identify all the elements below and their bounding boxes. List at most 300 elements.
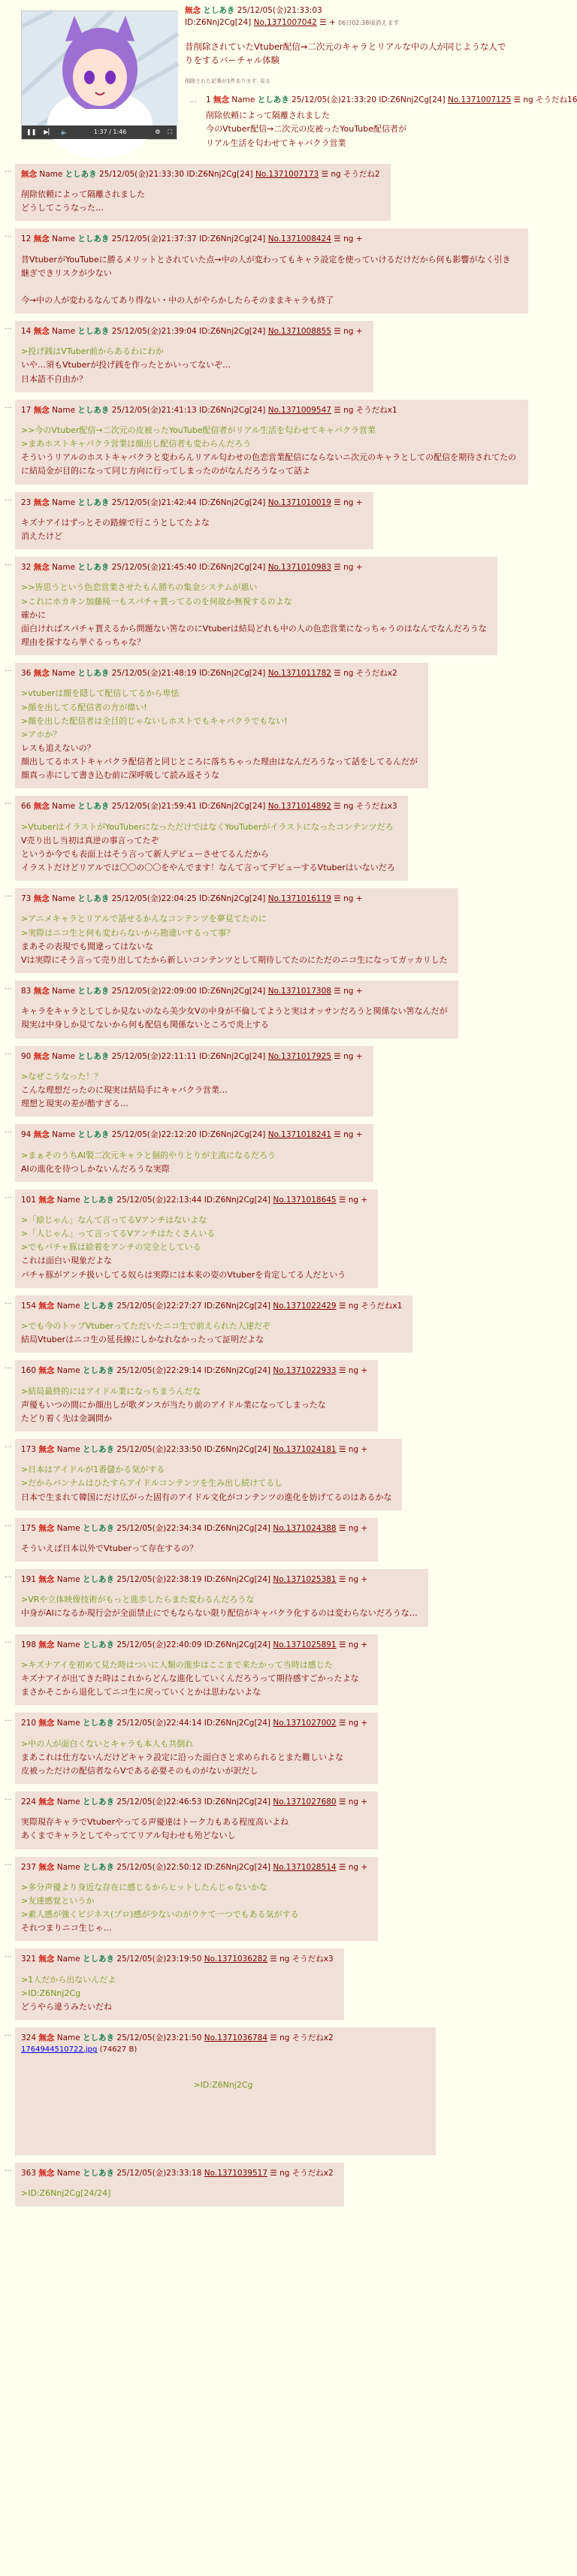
reply-row: [0, 1853, 528, 1946]
ng-button[interactable]: ng: [523, 95, 533, 104]
menu-icon[interactable]: ☰: [338, 1523, 346, 1533]
menu-icon[interactable]: ☰: [321, 169, 328, 179]
reply-indent-marker: …: [189, 96, 197, 104]
reply-no[interactable]: No.1371016119: [267, 894, 331, 904]
reply-subject: 無念: [33, 563, 50, 573]
quote-line: >VRや立体映像技術がもっと進歩したらまた変わるんだろうな: [21, 1595, 255, 1605]
reply-no[interactable]: No.1371018241: [267, 1130, 331, 1140]
reply-row: [0, 977, 528, 1042]
reply-row: [0, 1292, 528, 1357]
op-video-thumbnail[interactable]: [21, 11, 177, 140]
reply-body: [21, 424, 518, 479]
reply-number: 23: [21, 497, 32, 507]
reply-header: [21, 233, 518, 245]
reply-body: [21, 1737, 367, 1778]
reply-header: [21, 1796, 367, 1808]
reply-row: [0, 1945, 528, 2024]
body-line: 消えたけど: [21, 531, 62, 541]
reply-no[interactable]: No.1371024181: [273, 1444, 337, 1454]
reply-row: [0, 553, 528, 659]
plus-button[interactable]: +: [355, 987, 363, 996]
reply-number: 36: [21, 669, 32, 679]
reply-no[interactable]: No.1371008424: [267, 234, 331, 244]
video-controls[interactable]: [22, 125, 177, 139]
ng-button[interactable]: ng: [348, 1575, 359, 1585]
reply-subject: 無念: [38, 2169, 55, 2178]
reply-datetime: 25/12/05(金)22:09:00: [111, 987, 197, 996]
reply-number: 321: [21, 1955, 37, 1964]
reply-id[interactable]: ID:Z6Nnj2Cg[24]: [204, 1797, 271, 1807]
volume-icon[interactable]: 🔈: [60, 128, 68, 135]
reply-body: [21, 687, 418, 782]
menu-icon[interactable]: ☰: [334, 669, 341, 679]
body-line: まあこれは仕方ないんだけどキャラ設定に沿った面白さと求められるとまた難しいよな: [21, 1752, 343, 1762]
reply-id[interactable]: ID:Z6Nnj2Cg[24]: [204, 1195, 271, 1205]
quote-line: >友達感覚というか: [21, 1895, 95, 1906]
menu-icon[interactable]: ☰: [270, 1955, 277, 1964]
body-line: いや…須もVtuberが投げ銭を作ったとかいってないぞ…: [21, 360, 231, 370]
reply-no[interactable]: No.1371011782: [267, 669, 331, 679]
reply-id[interactable]: ID:Z6Nnj2Cg[24]: [204, 1444, 271, 1454]
reply-header: [21, 667, 418, 679]
reply-no[interactable]: No.1371028514: [273, 1862, 337, 1872]
ng-button[interactable]: ng: [348, 1523, 359, 1533]
reply-id[interactable]: ID:Z6Nnj2Cg[24]: [199, 987, 266, 996]
reply-no[interactable]: No.1371009547: [267, 405, 331, 415]
menu-icon[interactable]: ☰: [338, 1862, 346, 1872]
reply-post: [15, 400, 528, 485]
reply-post: [15, 1360, 378, 1432]
reply-number: 101: [21, 1195, 37, 1205]
reply-post: [15, 1634, 378, 1706]
body-line: キャラをキャラとしてしか見ないのなら美少女Vの中身が不倫してようと実はオッサンだろうと関係ない筈なんだが: [21, 1006, 448, 1017]
reply-row: [0, 1435, 528, 1514]
menu-icon[interactable]: ☰: [270, 2033, 277, 2043]
plus-button[interactable]: +: [361, 1366, 368, 1376]
reply-row: [0, 1631, 528, 1710]
reply-post: [15, 2163, 344, 2206]
body-line: どうやら違うみたいだね: [21, 2001, 112, 2012]
fullscreen-icon[interactable]: ⛶: [168, 128, 172, 135]
ng-button[interactable]: ng: [348, 1640, 359, 1649]
plus-button[interactable]: +: [355, 1051, 363, 1061]
ng-button[interactable]: ng: [348, 1862, 359, 1872]
plus-button[interactable]: +: [361, 1523, 368, 1533]
op-name: としあき: [203, 6, 235, 15]
reply-post: [15, 1791, 378, 1849]
reply-subject: 無念: [213, 95, 230, 104]
reply-number: 90: [21, 1051, 32, 1061]
reply-header: [21, 168, 380, 180]
reply-body: [21, 1593, 418, 1620]
op-body-line: 昔削除されていたVtuber配信→二次元のキャラとリアルな中の人が同じような人で: [185, 41, 506, 52]
menu-icon[interactable]: ☰: [338, 1444, 346, 1454]
reply-name-label: Name: [39, 169, 63, 179]
body-line: レスも追えないの？: [21, 742, 95, 753]
plus-button[interactable]: +: [361, 1862, 368, 1872]
menu-icon[interactable]: ☰: [334, 894, 341, 904]
quote-line: >でも今のトップVtuberってただいたニコ生で前えられた人達だぞ: [21, 1321, 270, 1332]
reply-no[interactable]: No.1371036282: [204, 1955, 268, 1964]
quote-line: >1人だから出ないんだよ: [21, 1974, 116, 1985]
reply-no[interactable]: No.1371024388: [273, 1523, 337, 1533]
reply-id[interactable]: ID:Z6Nnj2Cg[24]: [204, 1301, 271, 1311]
op-body-line: りをするバーチャル体験: [185, 54, 280, 65]
reply-id[interactable]: ID:Z6Nnj2Cg[24]: [199, 405, 266, 415]
reply-post: [15, 888, 458, 973]
reply-body: [21, 1542, 367, 1556]
reply-name-label: Name: [231, 95, 255, 104]
reply-id[interactable]: ID:Z6Nnj2Cg[24]: [199, 234, 266, 244]
plus-button[interactable]: +: [361, 1640, 368, 1649]
reply-id[interactable]: ID:Z6Nnj2Cg[24]: [204, 1862, 271, 1872]
pause-icon[interactable]: ❚❚: [26, 128, 37, 135]
reply-author: としあき: [83, 2033, 115, 2043]
op-subject: 無念: [185, 6, 201, 15]
reply-id[interactable]: ID:Z6Nnj2Cg[24]: [199, 563, 266, 573]
reply-header: [21, 800, 397, 812]
ng-button[interactable]: ng: [279, 1955, 290, 1964]
reply-id[interactable]: ID:Z6Nnj2Cg[24]: [199, 669, 266, 679]
reply-author: としあき: [83, 2169, 115, 2178]
body-line: [21, 280, 518, 294]
reply-list: [0, 90, 577, 2210]
reply-subject: 無念: [33, 405, 50, 415]
reply-name-label: Name: [56, 1955, 80, 1964]
reply-id[interactable]: ID:Z6Nnj2Cg[24]: [379, 95, 446, 104]
reply-id[interactable]: ID:Z6Nnj2Cg[24]: [199, 802, 266, 812]
reply-row: [0, 1788, 528, 1853]
reply-no[interactable]: No.1371036784: [204, 2033, 268, 2043]
reply-author: としあき: [77, 669, 110, 679]
reply-post: [15, 1857, 378, 1942]
menu-icon[interactable]: ☰: [338, 1195, 346, 1205]
body-line: どうしてこうなった…: [21, 203, 104, 213]
reply-id[interactable]: ID:Z6Nnj2Cg[24]: [204, 1366, 271, 1376]
reply-no[interactable]: No.1371017925: [267, 1051, 331, 1061]
reply-id[interactable]: ID:Z6Nnj2Cg[24]: [204, 1640, 271, 1649]
menu-icon[interactable]: ☰: [270, 2169, 277, 2178]
reply-indent-marker: …: [5, 1858, 12, 1867]
plus-button[interactable]: +: [355, 563, 363, 573]
reply-no[interactable]: No.1371008855: [267, 327, 331, 337]
reply-header: [21, 1444, 391, 1456]
reply-author: としあき: [83, 1195, 115, 1205]
reply-no[interactable]: No.1371014892: [267, 802, 331, 812]
reply-name-label: Name: [56, 1366, 80, 1376]
reply-body: [21, 912, 448, 967]
sodane-button[interactable]: そうだねx2: [292, 2169, 334, 2178]
ng-button[interactable]: ng: [331, 169, 341, 179]
body-line: こんな理想だったのに現実は結局手にキャバクラ営業…: [21, 1084, 228, 1095]
menu-icon[interactable]: ☰: [338, 1366, 346, 1376]
body-line: 昔VtuberがYouTubeに勝るメリットとされていた点→中の人が変わってもキャラ設定を使っていけるだけだから何も影響がなく引き継ぎできリスクが少ない: [21, 254, 511, 278]
ng-button[interactable]: ng: [343, 327, 354, 337]
next-icon[interactable]: ▶▏: [44, 128, 53, 135]
reply-no[interactable]: No.1371027002: [273, 1719, 337, 1728]
reply-no[interactable]: No.1371017308: [267, 987, 331, 996]
reply-no[interactable]: No.1371022933: [273, 1366, 337, 1376]
reply-body: [21, 1214, 367, 1282]
reply-body: [21, 1658, 367, 1699]
ng-button[interactable]: ng: [343, 497, 354, 507]
ng-button[interactable]: ng: [343, 234, 354, 244]
reply-subject: 無念: [38, 1955, 55, 1964]
reply-no[interactable]: No.1371027680: [273, 1797, 337, 1807]
sodane-button[interactable]: そうだねx3: [355, 802, 397, 812]
menu-icon[interactable]: ☰: [338, 1719, 346, 1728]
reply-number: 154: [21, 1301, 37, 1311]
reply-author: としあき: [77, 497, 110, 507]
reply-id[interactable]: ID:Z6Nnj2Cg[24]: [199, 1051, 266, 1061]
reply-body: [21, 253, 518, 308]
reply-number: 191: [21, 1575, 37, 1585]
op-header: [185, 5, 515, 17]
body-line: 現実は中身しか見てないから何も配信も関係ないところで炎上する: [21, 1020, 269, 1030]
reply-row: [0, 488, 528, 554]
reply-indent-marker: …: [5, 1794, 12, 1802]
reply-subject: 無念: [33, 1130, 50, 1140]
ng-button[interactable]: ng: [343, 894, 354, 904]
ng-button[interactable]: ng: [343, 405, 354, 415]
ng-button[interactable]: ng: [343, 802, 354, 812]
reply-number: 224: [21, 1797, 37, 1807]
attachment-link[interactable]: 1764944510722.jpg: [21, 2045, 98, 2054]
reply-indent-marker: …: [5, 1636, 12, 1645]
plus-button[interactable]: +: [355, 327, 363, 337]
quote-line: >でもバチャ豚は絵着をアンチの完全としている: [21, 1242, 201, 1253]
plus-button[interactable]: +: [355, 234, 363, 244]
reply-subject: 無念: [21, 169, 37, 179]
reply-id[interactable]: ID:Z6Nnj2Cg[24]: [204, 1719, 271, 1728]
reply-author: としあき: [77, 1051, 110, 1061]
menu-icon[interactable]: ☰: [334, 802, 341, 812]
reply-number: 66: [21, 802, 32, 812]
reply-id[interactable]: ID:Z6Nnj2Cg[24]: [199, 894, 266, 904]
reply-subject: 無念: [33, 802, 50, 812]
reply-id[interactable]: ID:Z6Nnj2Cg[24]: [199, 497, 266, 507]
reply-id[interactable]: ID:Z6Nnj2Cg[24]: [199, 327, 266, 337]
plus-button[interactable]: +: [361, 1797, 368, 1807]
ng-button[interactable]: ng: [348, 1797, 359, 1807]
reply-author: としあき: [77, 563, 110, 573]
sodane-button[interactable]: そうだね2: [343, 169, 380, 179]
reply-number: 210: [21, 1719, 37, 1728]
menu-icon[interactable]: ☰: [334, 563, 341, 573]
reply-post: [15, 663, 428, 788]
reply-subject: 無念: [38, 1862, 55, 1872]
plus-button[interactable]: +: [361, 1719, 368, 1728]
reply-author: としあき: [83, 1719, 115, 1728]
reply-row: [0, 1356, 528, 1435]
body-line: Vは実際にそう言って売り出してたから新しいコンテンツとして期待してたのにただのニコ生になってガッカリした: [21, 954, 448, 965]
reply-no[interactable]: No.1371007125: [448, 95, 512, 104]
sodane-button[interactable]: そうだねx2: [292, 2033, 334, 2043]
reply-indent-marker: …: [5, 1191, 12, 1200]
reply-no[interactable]: No.1371022429: [273, 1301, 337, 1311]
body-line: 今のVtuber配信→二次元の皮被ったYouTube配信者が: [206, 124, 407, 135]
reply-body: [21, 581, 487, 649]
ng-button[interactable]: ng: [343, 1130, 354, 1140]
sodane-button[interactable]: そうだねx2: [355, 669, 397, 679]
menu-icon[interactable]: ☰: [338, 1640, 346, 1649]
reply-id[interactable]: ID:Z6Nnj2Cg[24]: [204, 1523, 271, 1533]
ng-button[interactable]: ng: [343, 563, 354, 573]
reply-post: [15, 1046, 373, 1117]
reply-post: [15, 1713, 378, 1784]
op-id[interactable]: ID:Z6Nnj2Cg[24]: [185, 18, 252, 28]
reply-header: [21, 1953, 334, 1965]
menu-icon[interactable]: ☰: [334, 327, 341, 337]
reply-author: としあき: [83, 1301, 115, 1311]
reply-id[interactable]: ID:Z6Nnj2Cg[24]: [204, 1575, 271, 1585]
op-menu-icon[interactable]: ☰: [319, 18, 327, 28]
reply-subject: 無念: [33, 497, 50, 507]
reply-author: としあき: [83, 1797, 115, 1807]
body-line: たどり着く先は金調問か: [21, 1413, 112, 1423]
menu-icon[interactable]: ☰: [338, 1301, 346, 1311]
reply-author: としあき: [257, 95, 289, 104]
reply-body: [21, 1816, 367, 1843]
op-post: [185, 5, 515, 86]
reply-no[interactable]: No.1371007173: [255, 169, 319, 179]
menu-icon[interactable]: ☰: [513, 95, 521, 104]
reply-post: [15, 1190, 378, 1288]
body-line: イラストだけどリアルでは〇〇の〇〇をやんでます！なんて言ってデビューするVtuberはいないだろ: [21, 863, 395, 873]
ng-button[interactable]: ng: [348, 1366, 359, 1376]
reply-datetime: 25/12/05(金)21:59:41: [111, 802, 197, 812]
plus-button[interactable]: +: [355, 1130, 363, 1140]
reply-number: 17: [21, 405, 32, 415]
menu-icon[interactable]: ☰: [334, 497, 341, 507]
reply-header: [21, 1639, 367, 1651]
reply-name-label: Name: [52, 1130, 76, 1140]
reply-no[interactable]: No.1371018645: [273, 1195, 337, 1205]
reply-author: としあき: [83, 1444, 115, 1454]
quote-line: >実際はニコ生と何も変わらないから勘違いするって事？: [21, 927, 235, 938]
reply-datetime: 25/12/05(金)21:41:13: [111, 405, 197, 415]
video-time: 1:37 / 1:46: [93, 128, 127, 135]
body-line: 中身がAIになるか現行会が全面禁止にでもならない限り配信がキャバクラ化するのは変わらないだろうな…: [21, 1608, 418, 1619]
reply-no[interactable]: No.1371025891: [273, 1640, 337, 1649]
reply-body: [21, 345, 363, 385]
plus-button[interactable]: +: [355, 497, 363, 507]
reply-no[interactable]: No.1371025381: [273, 1575, 337, 1585]
plus-button[interactable]: +: [355, 894, 363, 904]
menu-icon[interactable]: ☰: [338, 1797, 346, 1807]
reply-datetime: 25/12/05(金)23:33:18: [116, 2169, 202, 2178]
op-no[interactable]: No.1371007042: [253, 18, 317, 28]
menu-icon[interactable]: ☰: [338, 1575, 346, 1585]
reply-name-label: Name: [56, 1195, 80, 1205]
reply-author: としあき: [83, 1955, 115, 1964]
reply-indent-marker: …: [5, 1362, 12, 1371]
reply-datetime: 25/12/05(金)22:44:14: [116, 1719, 202, 1728]
reply-datetime: 25/12/05(金)22:33:50: [116, 1444, 202, 1454]
quote-line: >>皆思うという色恋営業させたもん勝ちの集金システムが悪い: [21, 582, 258, 593]
plus-button[interactable]: +: [361, 1575, 368, 1585]
op-plus[interactable]: +: [328, 18, 336, 28]
quote-line: >ID:Z6Nnj2Cg: [21, 1988, 81, 1998]
reply-name-label: Name: [56, 1575, 80, 1585]
reply-row: [0, 1042, 528, 1121]
ng-button[interactable]: ng: [343, 669, 354, 679]
reply-datetime: 25/12/05(金)21:33:30: [99, 169, 185, 179]
reply-header: [21, 1861, 367, 1873]
reply-header: [21, 985, 448, 997]
menu-icon[interactable]: ☰: [334, 1130, 341, 1140]
settings-icon[interactable]: ⚙: [155, 128, 161, 135]
reply-number: 198: [21, 1640, 37, 1649]
ng-button[interactable]: ng: [348, 1719, 359, 1728]
reply-id[interactable]: ID:Z6Nnj2Cg[24]: [186, 169, 253, 179]
reply-row: [0, 1709, 528, 1788]
ng-button[interactable]: ng: [279, 2033, 290, 2043]
reply-subject: 無念: [38, 1301, 55, 1311]
reply-row: [0, 1120, 528, 1186]
plus-button[interactable]: +: [361, 1444, 368, 1454]
sodane-button[interactable]: そうだね16: [536, 95, 577, 104]
reply-no[interactable]: No.1371010019: [267, 497, 331, 507]
body-line: まさかそこから退化してニコ生に戻っていくとかは思わないよな: [21, 1687, 261, 1698]
reply-no[interactable]: No.1371010983: [267, 563, 331, 573]
reply-header: [21, 2032, 425, 2044]
plus-button[interactable]: +: [361, 1195, 368, 1205]
reply-author: としあき: [83, 1575, 115, 1585]
sodane-button[interactable]: そうだねx1: [361, 1301, 403, 1311]
reply-author: としあき: [83, 1862, 115, 1872]
body-line: 確かに: [21, 609, 46, 620]
reply-post: [15, 557, 497, 655]
ng-button[interactable]: ng: [343, 987, 354, 996]
quote-line: >これにホカキン加藤純一もスパチャ貰ってるのを何故か無視するのよな: [21, 596, 292, 606]
menu-icon[interactable]: ☰: [334, 987, 341, 996]
reply-name-label: Name: [52, 327, 76, 337]
reply-row: [0, 659, 528, 792]
op-header-2: [185, 17, 515, 29]
sodane-button[interactable]: そうだねx3: [292, 1955, 334, 1964]
op-deleted-note[interactable]: 削除された記事が1件あります. 見る: [185, 78, 270, 85]
body-line: そういえば日本以外でVtuberって存在するの？: [21, 1543, 198, 1553]
reply-id[interactable]: ID:Z6Nnj2Cg[24]: [199, 1130, 266, 1140]
reply-post: [15, 492, 373, 550]
reply-indent-marker: …: [5, 2165, 12, 2174]
menu-icon[interactable]: ☰: [334, 405, 341, 415]
reply-indent-marker: …: [5, 494, 12, 503]
reply-no[interactable]: No.1371039517: [204, 2169, 268, 2178]
sodane-button[interactable]: そうだねx1: [355, 405, 397, 415]
reply-datetime: 25/12/05(金)22:50:12: [116, 1862, 202, 1872]
reply-subject: 無念: [38, 1575, 55, 1585]
reply-indent-marker: …: [5, 983, 12, 991]
reply-datetime: 25/12/05(金)22:29:14: [116, 1366, 202, 1376]
ng-button[interactable]: ng: [348, 1195, 359, 1205]
reply-indent-marker: …: [5, 1297, 12, 1306]
reply-body: [21, 1881, 367, 1936]
ng-button[interactable]: ng: [343, 1051, 354, 1061]
menu-icon[interactable]: ☰: [334, 1051, 341, 1061]
reply-row: [0, 2024, 528, 2159]
reply-post: [15, 796, 408, 881]
reply-header: [21, 325, 363, 337]
ng-button[interactable]: ng: [279, 2169, 290, 2178]
menu-icon[interactable]: ☰: [334, 234, 341, 244]
reply-number: 173: [21, 1444, 37, 1454]
quote-line: >素人感が強くビジネス(プロ)感が少ないのがウケて一つでもある気がする: [21, 1909, 299, 1920]
reply-body: [21, 1070, 363, 1111]
ng-button[interactable]: ng: [348, 1444, 359, 1454]
ng-button[interactable]: ng: [348, 1301, 359, 1311]
